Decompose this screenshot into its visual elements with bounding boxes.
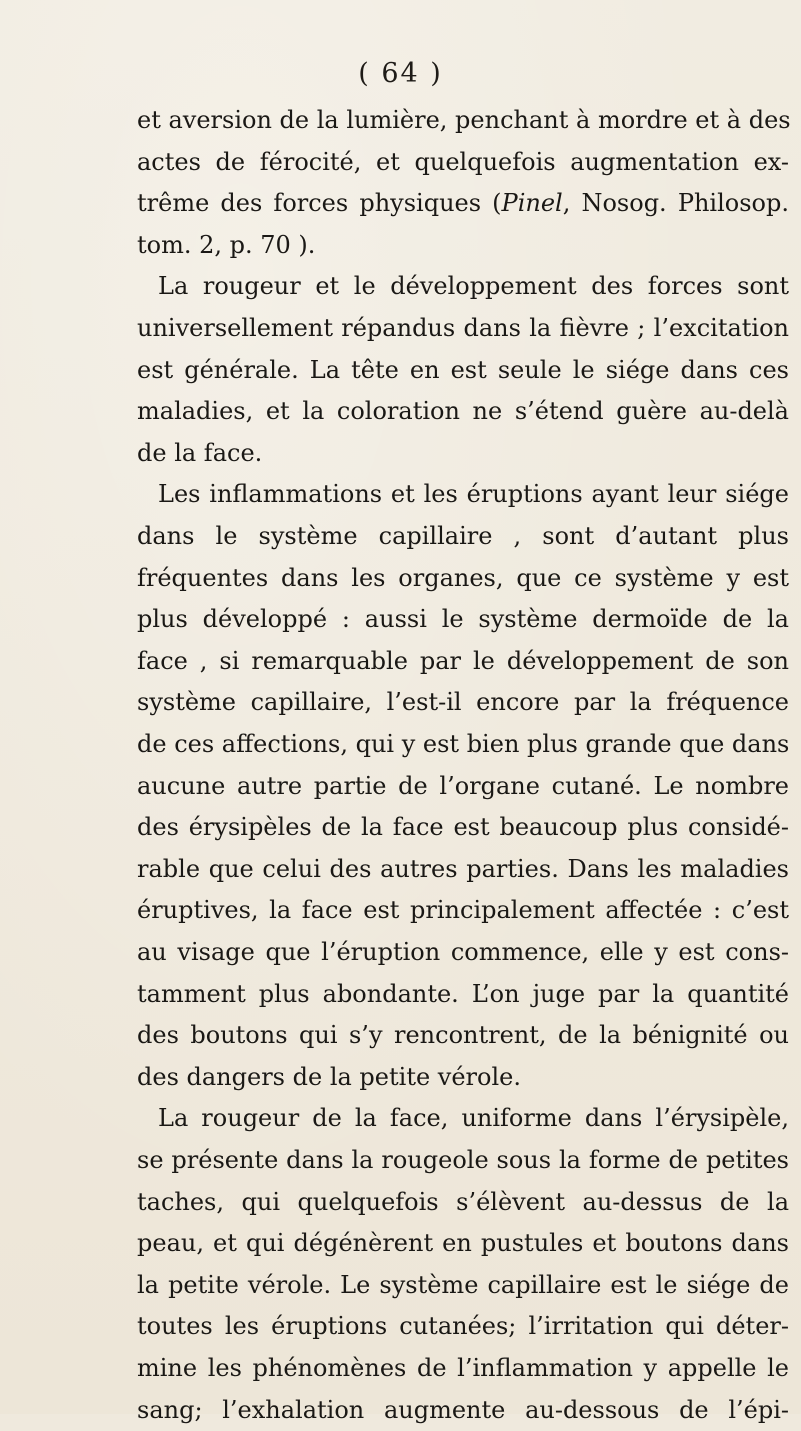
text-line: dans le système capillaire , sont d’autant plus (137, 522, 789, 550)
text-line: face , si remarquable par le développement de son (137, 646, 789, 675)
text-line: aucune autre partie de l’organe cutané. Le nombre (137, 771, 789, 800)
text-line: des dangers de la petite vérole. (137, 1062, 521, 1091)
text-line: universellement répandus dans la fièvre ; l’excitation (137, 314, 789, 342)
text-line: sang; l’exhalation augmente au-dessous de l’épi- (137, 1395, 789, 1424)
text-line: des érysipèles de la face est beaucoup plus considé- (137, 813, 789, 842)
text-line: de la face. (137, 438, 263, 467)
text-line: et aversion de la lumière, penchant à mordre et à des (137, 106, 791, 134)
author-name: Pinel (501, 189, 563, 218)
text-line: rable que celui des autres parties. Dans les maladies (137, 854, 789, 883)
text-line: trême des forces physiques (Pinel, Nosog. Philosop. (137, 189, 789, 218)
text-line: de ces affections, qui y est bien plus grande que dans (137, 730, 790, 758)
text-line: Les inflammations et les éruptions ayant leur siége (158, 480, 789, 509)
text-line: se présente dans la rougeole sous la forme de petites (137, 1146, 789, 1174)
text-line: la petite vérole. Le système capillaire est le siége de (137, 1270, 789, 1299)
text-line: fréquentes dans les organes, que ce système y est (137, 563, 789, 592)
page-number: ( 64 ) (358, 58, 443, 89)
text-line: des boutons qui s’y rencontrent, de la bénignité ou (137, 1021, 789, 1050)
text-line: peau, et qui dégénèrent en pustules et boutons dans (137, 1229, 789, 1258)
text-line: tom. 2, p. 70 ). (137, 230, 316, 259)
text-line: actes de férocité, et quelquefois augmentation ex- (137, 147, 789, 176)
text-line: maladies, et la coloration ne s’étend guère au-delà (137, 397, 789, 426)
text-line: éruptives, la face est principalement affectée : c’est (137, 896, 789, 925)
text-line: La rougeur de la face, uniforme dans l’érysipèle, (158, 1104, 789, 1133)
text-line: mine les phénomènes de l’inflammation y appelle le (137, 1354, 789, 1382)
text-line: toutes les éruptions cutanées; l’irritation qui déter- (137, 1312, 789, 1341)
text-line: tamment plus abondante. L’on juge par la quantité (137, 979, 789, 1008)
text-line: taches, qui quelquefois s’élèvent au-dessus de la (137, 1187, 789, 1216)
text-line: est générale. La tête en est seule le siége dans ces (137, 355, 789, 384)
text-line: au visage que l’éruption commence, elle y est cons- (137, 938, 789, 966)
text-line: système capillaire, l’est-il encore par la fréquence (137, 688, 789, 717)
text-line: La rougeur et le développement des forces sont (158, 272, 789, 301)
text-line: plus développé : aussi le système dermoïde de la (137, 605, 789, 634)
